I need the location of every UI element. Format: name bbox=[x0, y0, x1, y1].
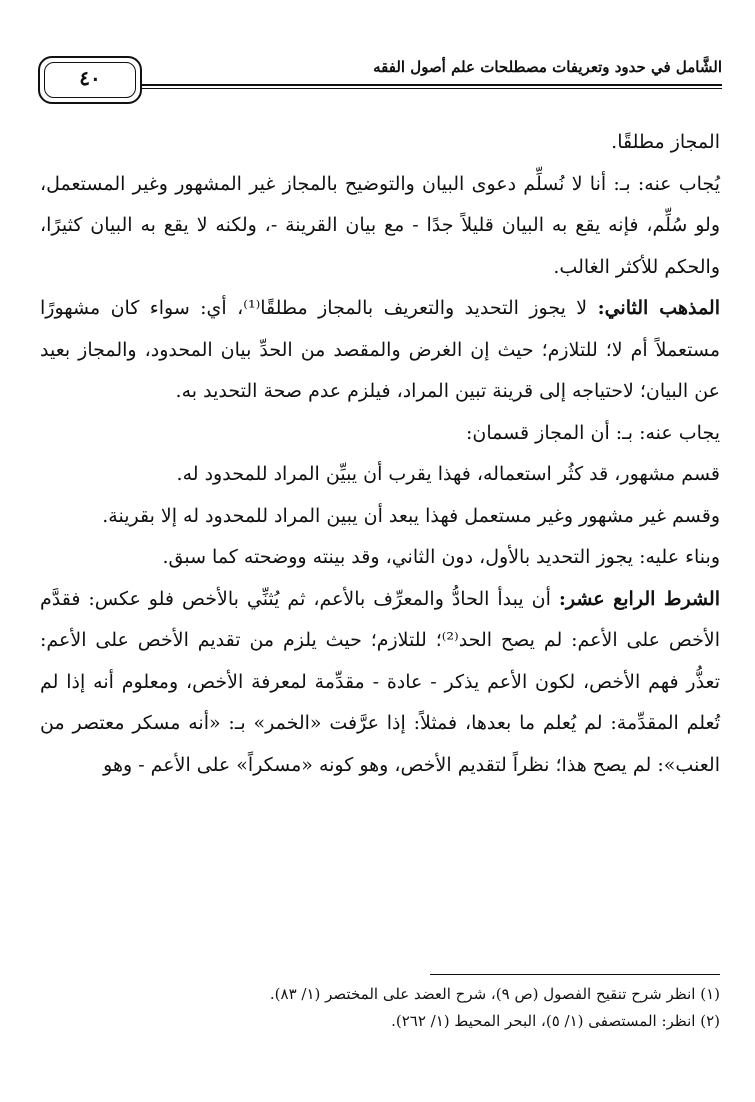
paragraph-8 bbox=[40, 579, 720, 787]
paragraph-2 bbox=[40, 164, 720, 289]
footnote-2: (٢) انظر: المستصفى (١/ ٥)، البحر المحيط (١/ ٢٦٢). bbox=[391, 1012, 720, 1030]
paragraph-5 bbox=[40, 454, 720, 496]
paragraph-6 bbox=[40, 496, 720, 538]
paragraph-text: المجاز مطلقًا. bbox=[611, 131, 720, 153]
paragraph-text: لا يجوز التحديد والتعريف بالمجاز مطلقًا⁽¹⁾، أي: سواء كان مشهورًا مستعملاً أم لا؛ للتلازم؛ حيث إن الغرض والمقصد من الحدِّ بيان المحدود، والمجاز بعيد عن البيان؛ لاحتياجه إلى قرينة تبين المراد، فيلزم عدم صحة التحديد به. bbox=[40, 297, 720, 402]
page-number: ٤٠ bbox=[79, 66, 101, 90]
paragraph-lead: الشرط الرابع عشر: bbox=[558, 587, 720, 610]
header-rule bbox=[142, 84, 722, 89]
paragraph-text: وبناء عليه: يجوز التحديد بالأول، دون الثاني، وقد بينته ووضحته كما سبق. bbox=[162, 546, 720, 568]
paragraph-3 bbox=[40, 288, 720, 413]
paragraph-1 bbox=[40, 122, 720, 164]
paragraph-text: يجاب عنه: بـ: أن المجاز قسمان: bbox=[465, 421, 720, 444]
running-header bbox=[38, 48, 722, 110]
paragraph-text: أن يبدأ الحادُّ والمعرِّف بالأعم، ثم يُثنِّي بالأخص فلو عكس: فقدَّم الأخص على الأعم: لم يصح الحد⁽²⁾؛ للتلازم؛ حيث يلزم من تقديم الأخص على الأعم: تعذُّر فهم الأخص، لكون الأعم يذكر - عادة - مقدِّمة لمعرفة الأخص، ومعلوم أنه إذا لم تُعلم المقدِّمة: لم يُعلم ما بعدها، فمثلاً: إذا عرَّفت «الخمر» بـ: «أنه مسكر معتصر من العنب»: لم يصح هذا؛ نظراً لتقديم الأخص، وهو كونه «مسكراً» على الأعم - وهو bbox=[40, 587, 721, 776]
paragraph-7 bbox=[40, 537, 720, 579]
page-number-badge bbox=[38, 56, 142, 104]
paragraph-4 bbox=[40, 413, 720, 455]
paragraph-text: قسم مشهور، قد كثُر استعماله، فهذا يقرب أن يبيِّن المراد للمحدود له. bbox=[176, 463, 720, 485]
paragraph-lead: المذهب الثاني: bbox=[597, 297, 720, 319]
footnote-rule bbox=[430, 974, 720, 975]
body-text bbox=[40, 122, 720, 786]
footnotes bbox=[40, 974, 720, 1035]
footnote-1: (١) انظر شرح تنقيح الفصول (ص ٩)، شرح العضد على المختصر (١/ ٨٣). bbox=[269, 985, 720, 1003]
book-title: الشَّامل في حدود وتعريفات مصطلحات علم أصول الفقه bbox=[373, 58, 722, 76]
paragraph-text: وقسم غير مشهور وغير مستعمل فهذا يبعد أن يبين المراد للمحدود له إلا بقرينة. bbox=[102, 504, 720, 527]
paragraph-text: يُجاب عنه: بـ: أنا لا نُسلِّم دعوى البيان والتوضيح بالمجاز غير المشهور وغير المستعمل، ولو سُلِّم، فإنه يقع به البيان قليلاً جدًا - مع بيان القرينة -، ولكنه لا يقع به البيان كثيرًا، والحكم للأكثر الغالب. bbox=[40, 172, 720, 278]
